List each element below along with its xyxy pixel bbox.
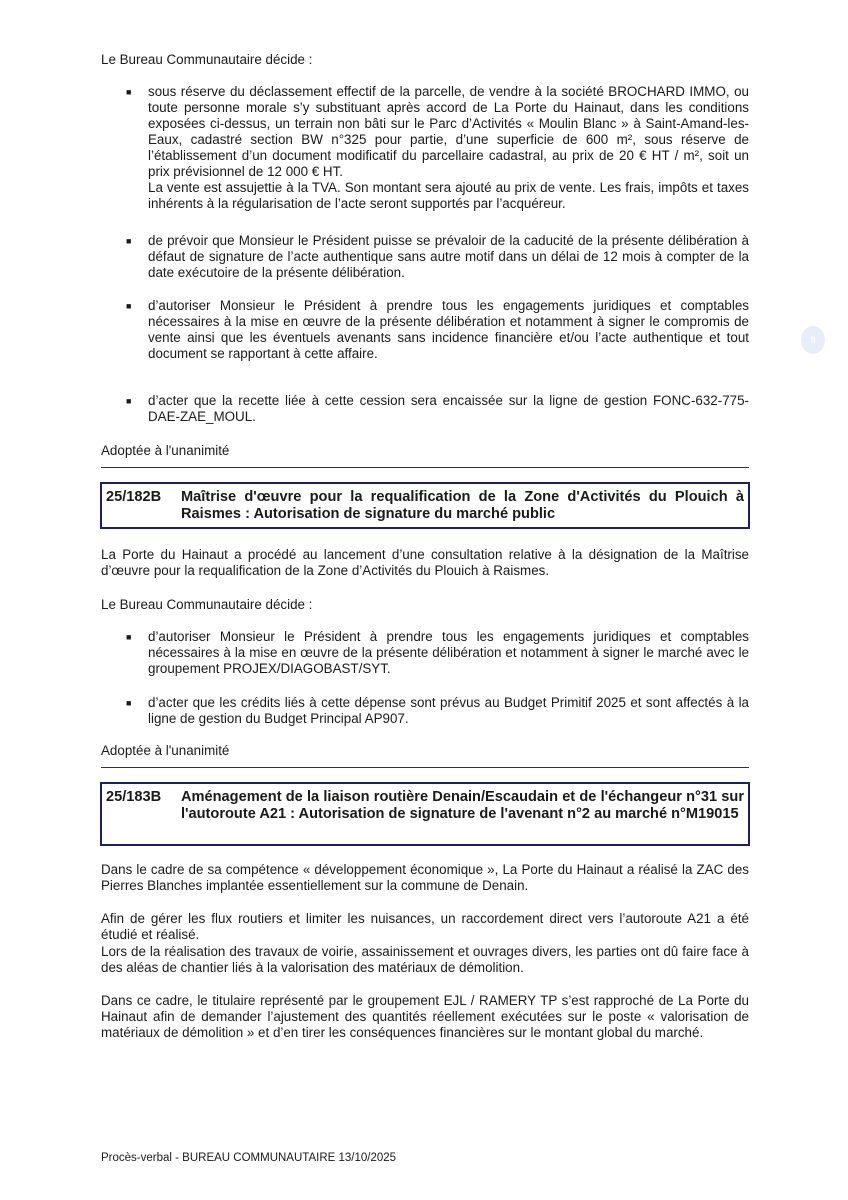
- square-bullet-icon: ■: [126, 236, 132, 246]
- deliberation-title: Aménagement de la liaison routière Denain/Escaudain et de l'échangeur n°31 sur l'autoroute A21 : Autorisation de signature de l'avenant n°2 au marché n°M19015: [181, 789, 744, 822]
- bullet-text: de prévoir que Monsieur le Président puisse se prévaloir de la caducité de la présente délibération à défaut de signature de l’acte authentique sans autre motif dans un délai de 12 mois à compter de la date exécutoire de la présente délibération.: [148, 233, 749, 280]
- deliberation-number: 25/182B: [106, 489, 162, 505]
- vote-result: Adoptée à l'unanimité: [101, 443, 230, 458]
- deliberation-header: [100, 482, 750, 529]
- square-bullet-icon: ■: [126, 698, 132, 708]
- bullet-text: d’acter que les crédits liés à cette dépense sont prévus au Budget Primitif 2025 et sont affectés à la ligne de gestion du Budget Principal AP907.: [148, 695, 749, 726]
- bullet-text: La vente est assujettie à la TVA. Son montant sera ajouté au prix de vente. Les frais, impôts et taxes inhérents à la régularisation de l’acte seront supportés par l’acquéreur.: [148, 180, 749, 211]
- bullet-text: d’autoriser Monsieur le Président à prendre tous les engagements juridiques et comptables nécessaires à la mise en œuvre de la présente délibération et notamment à signer le compromis de vente ainsi que les éventuels avenants sans incidence financière et/ou l’acte authentique et tout document se rapportant à cette affaire.: [148, 298, 749, 361]
- paragraph: Lors de la réalisation des travaux de voirie, assainissement et ouvrages divers, les parties ont dû faire face à des aléas de chantier liés à la valorisation des matériaux de démolition.: [101, 944, 749, 975]
- vote-result: Adoptée à l'unanimité: [101, 743, 230, 758]
- decision-intro: Le Bureau Communautaire décide :: [101, 597, 313, 612]
- divider: [101, 767, 749, 768]
- bullet-text: d’autoriser Monsieur le Président à prendre tous les engagements juridiques et comptables nécessaires à la mise en œuvre de la présente délibération et notamment à signer le marché avec le groupement PROJEX/DIAGOBAST/SYT.: [148, 629, 749, 676]
- bullet-text: d’acter que la recette liée à cette cession sera encaissée sur la ligne de gestion FONC-632-775-DAE-ZAE_MOUL.: [148, 393, 749, 424]
- paragraph: La Porte du Hainaut a procédé au lancement d’une consultation relative à la désignation de la Maîtrise d’œuvre pour la requalification de la Zone d’Activités du Plouich à Raismes.: [101, 547, 749, 578]
- square-bullet-icon: ■: [126, 301, 132, 311]
- decision-intro: Le Bureau Communautaire décide :: [101, 52, 313, 67]
- page-indicator-badge[interactable]: 8: [801, 326, 825, 354]
- square-bullet-icon: ■: [126, 87, 132, 97]
- square-bullet-icon: ■: [126, 632, 132, 642]
- bullet-text: sous réserve du déclassement effectif de la parcelle, de vendre à la société BROCHARD IMMO, ou toute personne morale s’y substituant après accord de La Porte du Hainaut, dans les conditions exposées ci-dessus, un terrain non bâti sur le Parc d’Activités « Moulin Blanc » à Saint-Amand-les-Eaux, cadastré section BW n°325 pour partie, d’une superficie de 600 m², sous réserve de l’établissement d’un document modificatif du parcellaire cadastral, au prix de 20 € HT / m², soit un prix prévisionnel de 12 000 € HT.: [148, 84, 749, 179]
- divider: [101, 467, 749, 468]
- square-bullet-icon: ■: [126, 396, 132, 406]
- deliberation-header: [100, 782, 750, 846]
- page-footer: Procès-verbal - BUREAU COMMUNAUTAIRE 13/10/2025: [101, 1152, 397, 1164]
- paragraph: Dans le cadre de sa compétence « développement économique », La Porte du Hainaut a réalisé la ZAC des Pierres Blanches implantée essentiellement sur la commune de Denain.: [101, 862, 749, 893]
- paragraph: Dans ce cadre, le titulaire représenté par le groupement EJL / RAMERY TP s’est rapproché de La Porte du Hainaut afin de demander l’ajustement des quantités réellement exécutées sur le poste « valorisation de matériaux de démolition » et d’en tirer les conséquences financières sur le montant global du marché.: [101, 993, 749, 1040]
- deliberation-number: 25/183B: [106, 789, 162, 805]
- paragraph: Afin de gérer les flux routiers et limiter les nuisances, un raccordement direct vers l’autoroute A21 a été étudié et réalisé.: [101, 911, 749, 942]
- deliberation-title: Maîtrise d'œuvre pour la requalification de la Zone d'Activités du Plouich à Raismes : Autorisation de signature du marché public: [181, 489, 744, 522]
